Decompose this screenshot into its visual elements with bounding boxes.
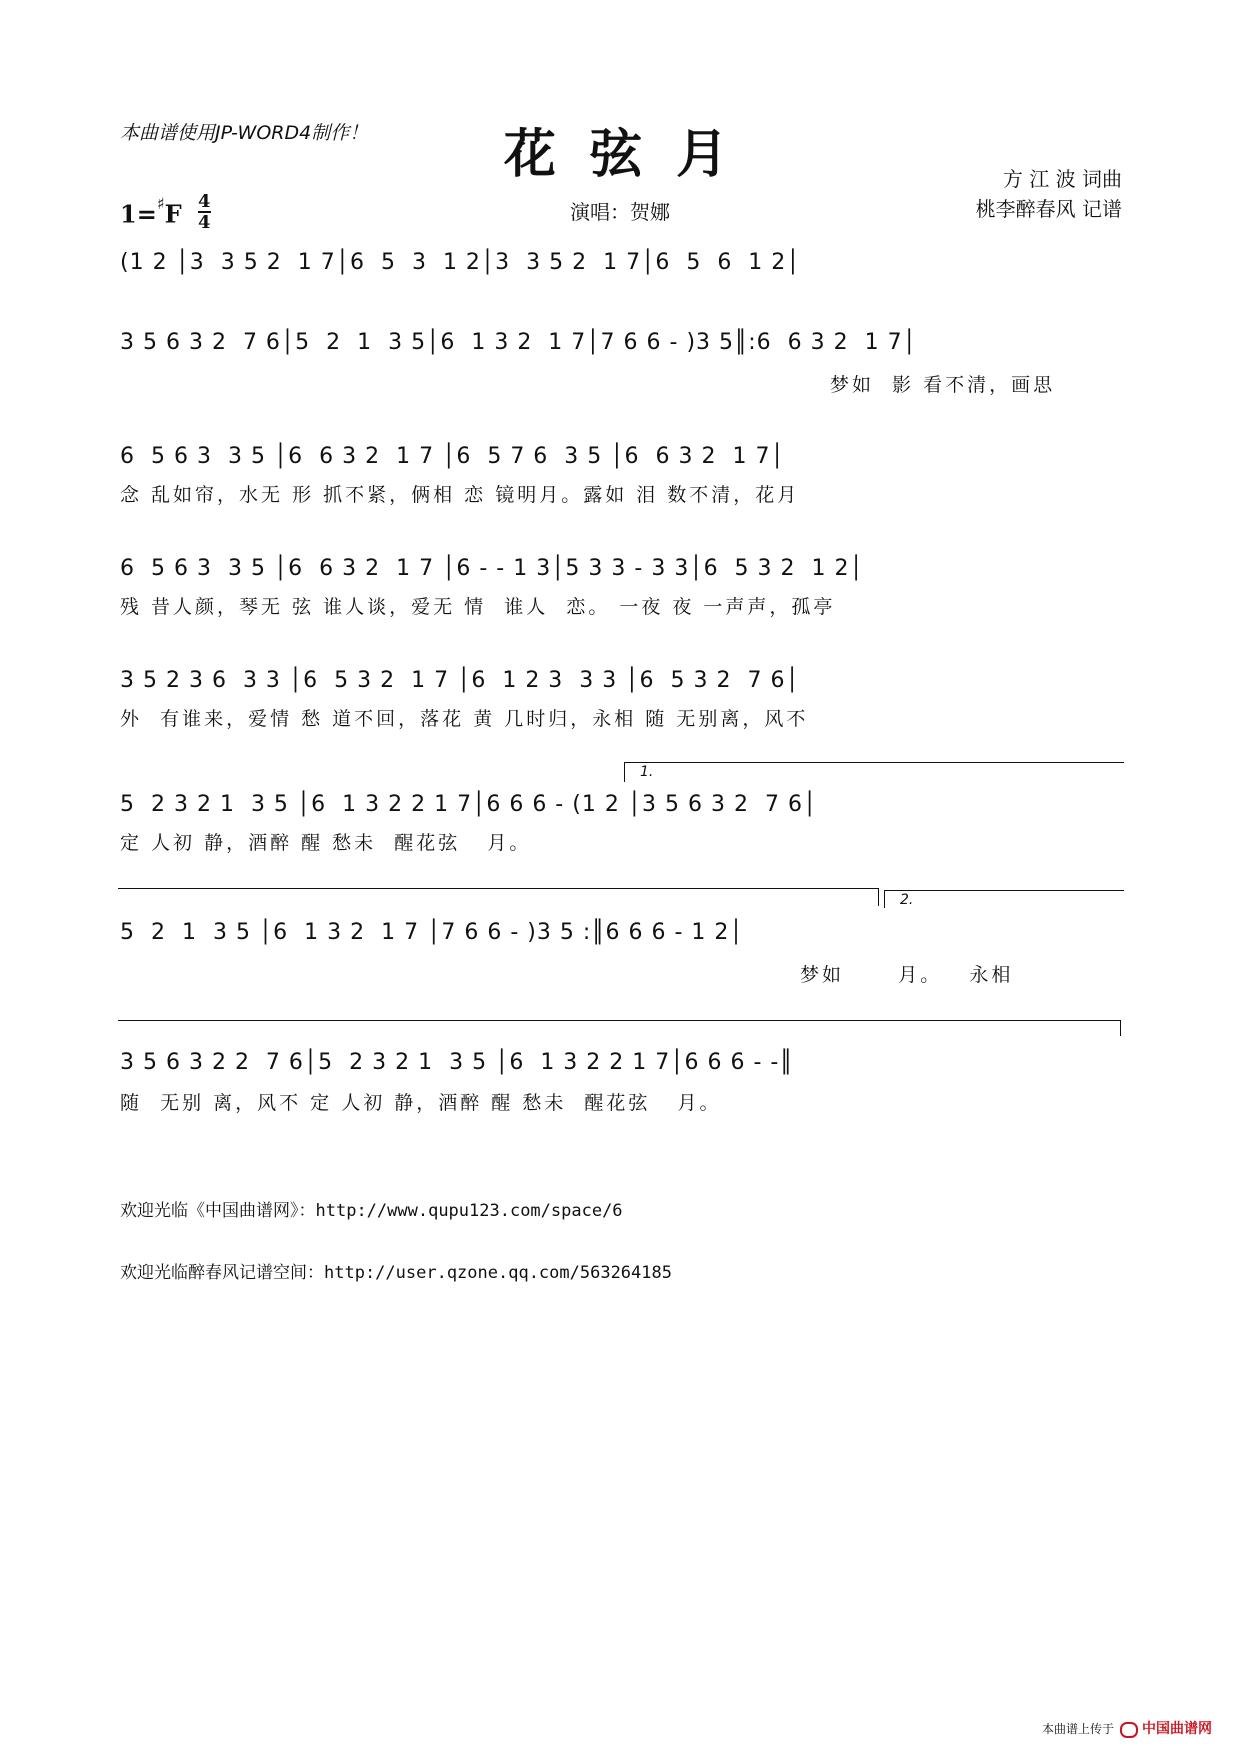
sharp-sign: ♯	[156, 194, 165, 213]
score-line-1: (1 2 │3 3 5 2 1 7│6 5 3 1 2│3 3 5 2 1 7│6 5 6 1 2│	[120, 250, 801, 275]
lyric-line-5: 外 有谁来，爱情 愁 道不回，落花 黄 几时归，永相 随 无别离，风不	[120, 708, 809, 730]
score-line-8: 3 5 6 3 2 2 7 6│5 2 3 2 1 3 5 │6 1 3 2 2 1 7│6 6 6 - -║	[120, 1050, 794, 1075]
lyric-line-3: 念 乱如帘，水无 形 抓不紧，俩相 恋 镜明月。露如 泪 数不清，花月	[120, 484, 800, 506]
volta-2-end-hook	[1120, 1020, 1121, 1036]
score-line-4: 6 5 6 3 3 5 │6 6 3 2 1 7 │6 - - 1 3│5 3 3 - 3 3│6 5 3 2 1 2│	[120, 556, 864, 581]
upload-brand: 中国曲谱网	[1142, 1721, 1212, 1737]
lyric-line-6: 定 人初 静，酒醉 醒 愁未 醒花弦 月。	[120, 832, 532, 854]
volta-2-label: 2.	[900, 892, 914, 908]
volta-1-continuation	[118, 888, 878, 889]
upload-text: 本曲谱上传于	[1041, 1722, 1114, 1736]
footer-link-1[interactable]: 欢迎光临《中国曲谱网》：http://www.qupu123.com/space/6	[120, 1201, 623, 1221]
song-title: 花 弦 月	[503, 124, 737, 185]
score-line-5: 3 5 2 3 6 3 3 │6 5 3 2 1 7 │6 1 2 3 3 3 │6 5 3 2 7 6│	[120, 668, 800, 693]
score-line-3: 6 5 6 3 3 5 │6 6 3 2 1 7 │6 5 7 6 3 5 │6 6 3 2 1 7│	[120, 444, 785, 469]
site-logo-icon	[1120, 1722, 1138, 1738]
volta-1-label: 1.	[640, 764, 654, 780]
volta-2-continuation	[118, 1020, 1120, 1021]
time-signature-top: 4	[197, 191, 211, 212]
volta-2-line	[884, 890, 1124, 891]
maker-note: 本曲谱使用JP-WORD4制作！	[120, 122, 369, 144]
credit-transcriber: 桃李醉春风 记谱	[975, 197, 1122, 221]
volta-1-end-hook	[878, 888, 879, 906]
credit-words: 方 江 波 词曲	[1002, 167, 1122, 191]
lyric-line-7: 梦如 月。 永相	[800, 964, 1014, 986]
lyric-line-8: 随 无别 离，风不 定 人初 静，酒醉 醒 愁未 醒花弦 月。	[120, 1092, 722, 1114]
footer-link-2[interactable]: 欢迎光临醉春风记谱空间：http://user.qzone.qq.com/563264185	[120, 1263, 672, 1283]
time-signature-bottom: 4	[197, 212, 211, 233]
score-line-6: 5 2 3 2 1 3 5 │6 1 3 2 2 1 7│6 6 6 - (1 2 │3 5 6 3 2 7 6│	[120, 792, 818, 817]
singer: 演唱：贺娜	[570, 200, 670, 224]
score-line-7: 5 2 1 3 5 │6 1 3 2 1 7 │7 6 6 - )3 5 :║6 6 6 - 1 2│	[120, 920, 744, 945]
volta-1-line	[624, 762, 1124, 763]
volta-1-hook	[624, 762, 625, 782]
lyric-line-2: 梦如 影 看不清，画思	[830, 374, 1056, 396]
upload-badge	[1042, 1718, 1212, 1738]
key-prefix: 1=	[120, 199, 157, 229]
key-note: F	[164, 199, 182, 229]
volta-2-hook	[884, 890, 885, 908]
lyric-line-4: 残 昔人颜，琴无 弦 谁人谈，爱无 情 谁人 恋。 一夜 夜 一声声，孤亭	[120, 596, 836, 618]
score-line-2: 3 5 6 3 2 7 6│5 2 1 3 5│6 1 3 2 1 7│7 6 6 - )3 5║:6 6 3 2 1 7│	[120, 330, 917, 355]
